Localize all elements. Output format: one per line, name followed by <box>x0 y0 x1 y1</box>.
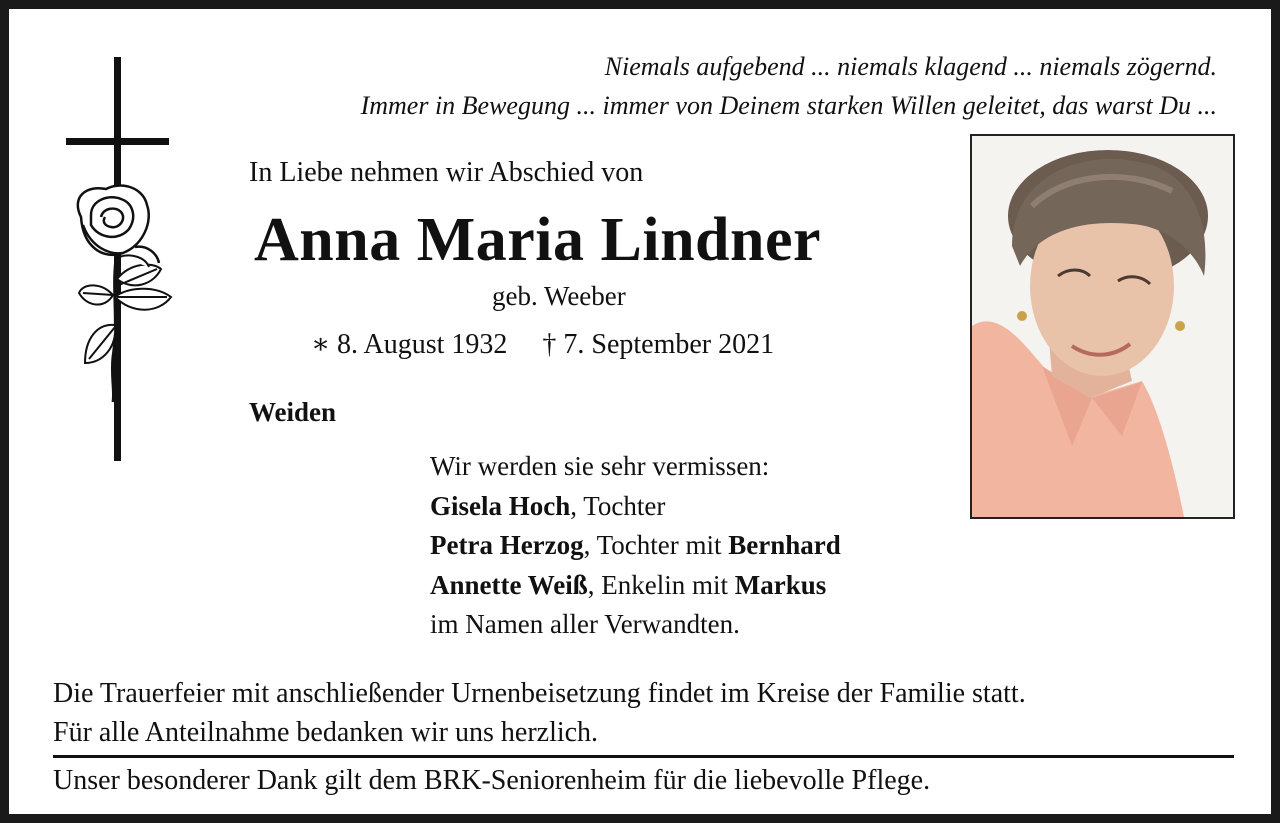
portrait-photo <box>970 134 1235 519</box>
intro-text: In Liebe nehmen wir Abschied von <box>249 157 644 188</box>
ceremony-line-2: Für alle Anteilnahme bedanken wir uns herzlich. <box>53 717 599 748</box>
divider <box>53 755 1234 758</box>
place-of-residence: Weiden <box>249 397 337 427</box>
life-dates <box>311 327 774 361</box>
death-date: † 7. September 2021 <box>542 329 775 360</box>
birth-date: ∗ 8. August 1932 <box>311 329 508 360</box>
mourner-relation: , Tochter mit <box>583 530 729 560</box>
mourner-name: Annette Weiß <box>430 569 588 600</box>
motto-line-2: Immer in Bewegung ... immer von Deinem starken Willen geleitet, das warst Du ... <box>360 91 1217 120</box>
mourners-block <box>430 447 841 645</box>
mourner-line <box>430 487 841 527</box>
mourner-line <box>430 526 841 566</box>
deceased-name: Anna Maria Lindner <box>254 206 822 274</box>
mourner-relation: , Enkelin mit <box>587 569 735 600</box>
special-thanks: Unser besonderer Dank gilt dem BRK-Seniorenheim für die liebevolle Pflege. <box>53 765 931 796</box>
motto-quote <box>361 47 1217 125</box>
mourner-partner: Markus <box>734 569 827 600</box>
maiden-name: geb. Weeber <box>492 281 626 311</box>
mourners-closing: im Namen aller Verwandten. <box>430 609 740 639</box>
ceremony-line-1: Die Trauerfeier mit anschließender Urnenbeisetzung findet im Kreise der Familie statt. <box>53 678 1026 709</box>
cross-with-rose-icon <box>61 57 181 467</box>
mourner-partner: Bernhard <box>728 530 841 560</box>
mourner-relation: , Tochter <box>570 490 666 521</box>
mourner-name: Petra Herzog <box>430 530 584 560</box>
ceremony-notice <box>53 674 1026 752</box>
mourners-heading: Wir werden sie sehr vermissen: <box>430 451 770 481</box>
mourner-name: Gisela Hoch <box>430 490 571 521</box>
mourner-line <box>430 566 841 606</box>
motto-line-1: Niemals aufgebend ... niemals klagend ... niemals zögernd. <box>604 52 1217 81</box>
